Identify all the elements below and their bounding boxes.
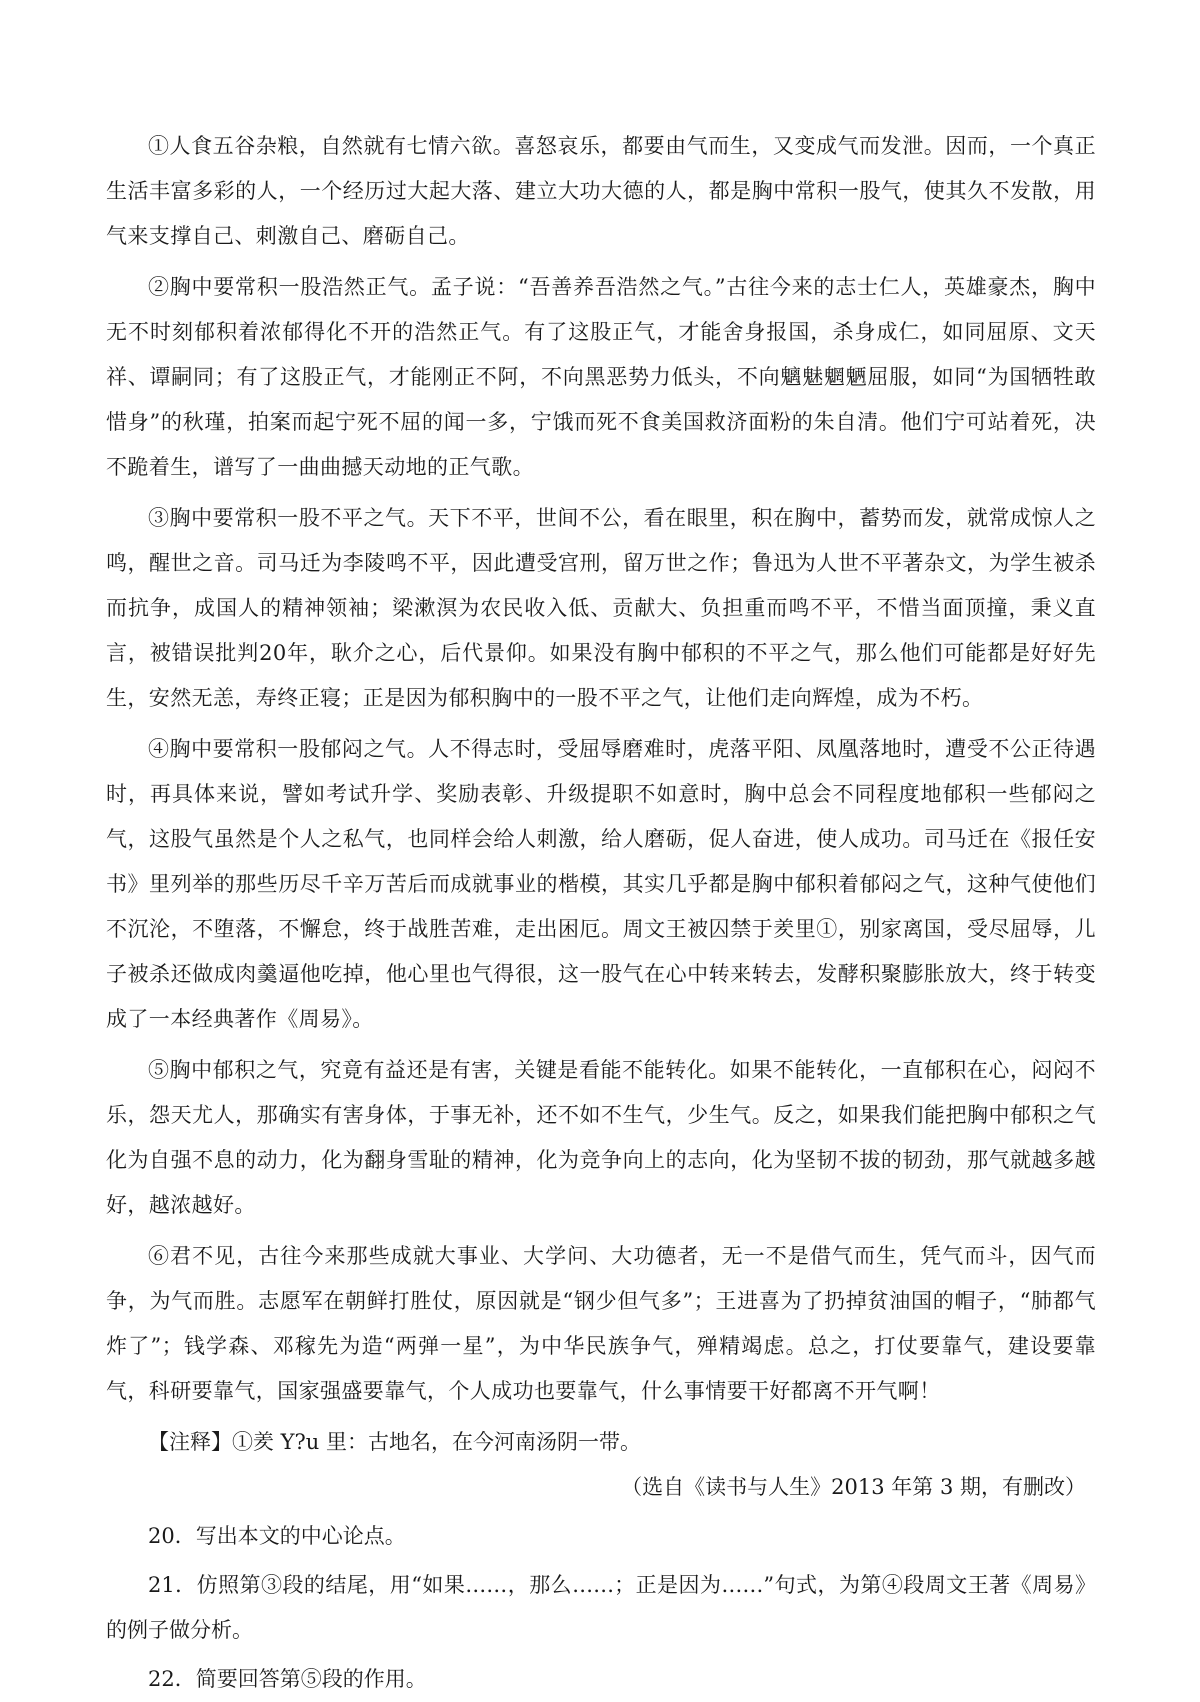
document-page [106,124,1096,1702]
paragraph-4: ④胸中要常积一股郁闷之气。人不得志时，受屈辱磨难时，虎落平阳、凤凰落地时，遭受不公正待遇时，再具体来说，譬如考试升学、奖励表彰、升级提职不如意时，胸中总会不同程度地郁积一些郁闷之气，这股气虽然是个人之私气，也同样会给人刺激，给人磨砺，促人奋进，使人成功。司马迁在《报任安书》里列举的那些历尽千辛万苦后而成就事业的楷模，其实几乎都是胸中郁积着郁闷之气，这种气使他们不沉沦，不堕落，不懈怠，终于战胜苦难，走出困厄。周文王被囚禁于羑里①，别家离国，受尽屈辱，儿子被杀还做成肉羹逼他吃掉，他心里也气得很，这一股气在心中转来转去，发酵积聚膨胀放大，终于转变成了一本经典著作《周易》。 [106,737,1096,1031]
paragraph-1: ①人食五谷杂粮，自然就有七情六欲。喜怒哀乐，都要由气而生，又变成气而发泄。因而，一个真正生活丰富多彩的人，一个经历过大起大落、建立大功大德的人，都是胸中常积一股气，使其久不发散，用气来支撑自己、刺激自己、磨砺自己。 [106,134,1096,248]
paragraph-2: ②胸中要常积一股浩然正气。孟子说：“吾善养吾浩然之气。”古往今来的志士仁人，英雄豪杰，胸中无不时刻郁积着浓郁得化不开的浩然正气。有了这股正气，才能舍身报国，杀身成仁，如同屈原、文天祥、谭嗣同；有了这股正气，才能刚正不阿，不向黑恶势力低头，不向魑魅魍魉屈服，如同“为国牺牲敢惜身”的秋瑾，拍案而起宁死不屈的闻一多，宁饿而死不食美国救济面粉的朱自清。他们宁可站着死，决不跪着生，谱写了一曲曲撼天动地的正气歌。 [106,275,1096,479]
question-22: 22．简要回答第⑤段的作用。 [148,1667,427,1691]
annotation-note: 【注释】①羑 Y?u 里：古地名，在今河南汤阴一带。 [148,1430,641,1454]
paragraph-6: ⑥君不见，古往今来那些成就大事业、大学问、大功德者，无一不是借气而生，凭气而斗，因气而争，为气而胜。志愿军在朝鲜打胜仗，原因就是“钢少但气多”；王进喜为了扔掉贫油国的帽子，“肺都气炸了”；钱学森、邓稼先为造“两弹一星”，为中华民族争气，殚精竭虑。总之，打仗要靠气，建设要靠气，科研要靠气，国家强盛要靠气，个人成功也要靠气，什么事情要干好都离不开气啊！ [106,1244,1096,1403]
question-21: 21．仿照第③段的结尾，用“如果……，那么……；正是因为……”句式，为第④段周文王著《周易》的例子做分析。 [106,1573,1096,1642]
paragraph-5: ⑤胸中郁积之气，究竟有益还是有害，关键是看能不能转化。如果不能转化，一直郁积在心，闷闷不乐，怨天尤人，那确实有害身体，于事无补，还不如不生气，少生气。反之，如果我们能把胸中郁积之气化为自强不息的动力，化为翻身雪耻的精神，化为竞争向上的志向，化为坚韧不拔的韧劲，那气就越多越好，越浓越好。 [106,1058,1096,1217]
question-20: 20．写出本文的中心论点。 [148,1524,406,1548]
source-citation: （选自《读书与人生》2013 年第 3 期，有删改） [621,1475,1086,1499]
paragraph-3: ③胸中要常积一股不平之气。天下不平，世间不公，看在眼里，积在胸中，蓄势而发，就常成惊人之鸣，醒世之音。司马迁为李陵鸣不平，因此遭受宫刑，留万世之作；鲁迅为人世不平著杂文，为学生被杀而抗争，成国人的精神领袖；梁漱溟为农民收入低、贡献大、负担重而鸣不平，不惜当面顶撞，秉义直言，被错误批判20年，耿介之心，后代景仰。如果没有胸中郁积的不平之气，那么他们可能都是好好先生，安然无恙，寿终正寝；正是因为郁积胸中的一股不平之气，让他们走向辉煌，成为不朽。 [106,506,1096,710]
